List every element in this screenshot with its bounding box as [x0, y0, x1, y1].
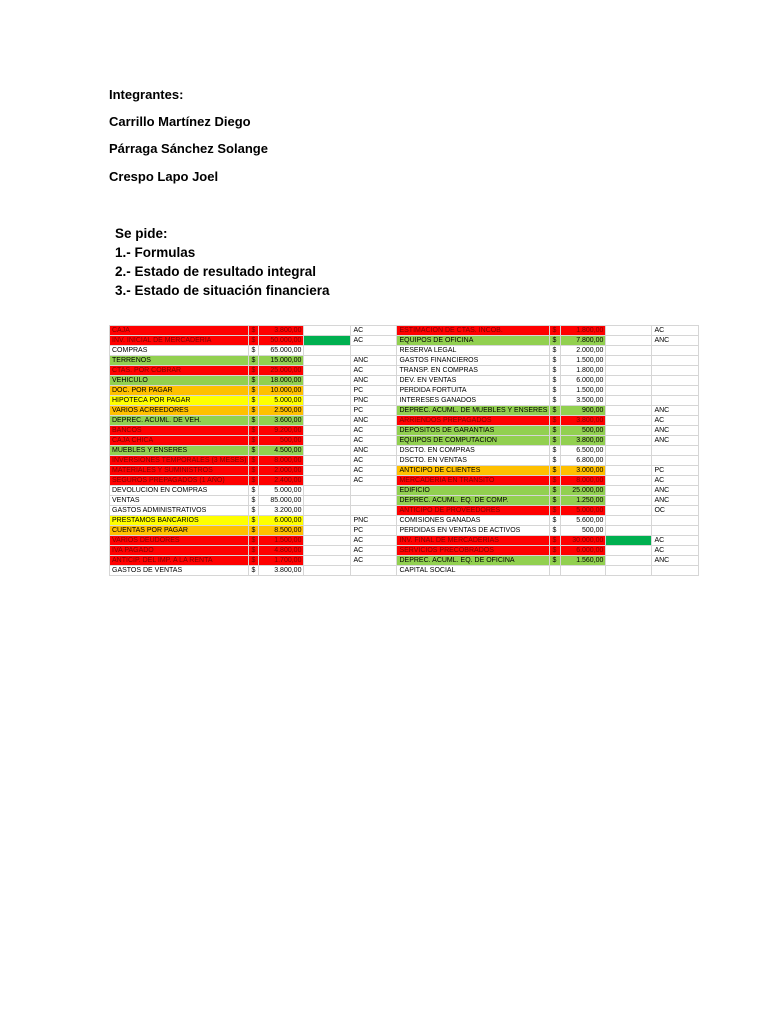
currency-symbol	[550, 566, 561, 576]
highlight-cell	[606, 436, 652, 446]
account-value: 18.000,00	[259, 376, 304, 386]
account-value	[561, 566, 606, 576]
account-name: CTAS. POR COBRAR	[110, 366, 249, 376]
account-classification	[652, 396, 699, 406]
table-row	[110, 556, 699, 566]
highlight-cell	[304, 526, 351, 536]
account-value: 10.000,00	[259, 386, 304, 396]
account-value: 8.000,00	[259, 456, 304, 466]
table-row	[110, 396, 699, 406]
highlight-cell	[606, 326, 652, 336]
currency-symbol: $	[249, 406, 259, 416]
currency-symbol: $	[550, 536, 561, 546]
highlight-cell	[606, 406, 652, 416]
highlight-cell	[304, 366, 351, 376]
highlight-cell	[606, 356, 652, 366]
currency-symbol: $	[550, 396, 561, 406]
highlight-cell	[606, 546, 652, 556]
highlight-cell	[304, 376, 351, 386]
account-name: ANTICIPO DE PROVEEDORES	[397, 506, 550, 516]
account-name: ESTIMACION DE CTAS. INCOB.	[397, 326, 550, 336]
currency-symbol: $	[550, 356, 561, 366]
account-classification	[351, 486, 397, 496]
highlight-cell	[606, 396, 652, 406]
account-name: VEHICULO	[110, 376, 249, 386]
account-classification: PNC	[351, 396, 397, 406]
highlight-cell	[304, 476, 351, 486]
account-value: 6.000,00	[561, 546, 606, 556]
currency-symbol: $	[249, 486, 259, 496]
currency-symbol: $	[249, 516, 259, 526]
currency-symbol: $	[249, 466, 259, 476]
highlight-cell	[304, 336, 351, 346]
table-row	[110, 436, 699, 446]
account-value: 900,00	[561, 406, 606, 416]
currency-symbol: $	[249, 456, 259, 466]
table-row	[110, 356, 699, 366]
account-value: 1.560,00	[561, 556, 606, 566]
currency-symbol: $	[550, 556, 561, 566]
account-name: GASTOS FINANCIEROS	[397, 356, 550, 366]
currency-symbol: $	[550, 336, 561, 346]
highlight-cell	[304, 416, 351, 426]
account-classification	[351, 566, 397, 576]
highlight-cell	[606, 416, 652, 426]
account-name: DEVOLUCION EN COMPRAS	[110, 486, 249, 496]
account-classification	[652, 366, 699, 376]
table-row	[110, 386, 699, 396]
table-row	[110, 496, 699, 506]
account-classification: AC	[351, 536, 397, 546]
highlight-cell	[606, 386, 652, 396]
highlight-cell	[304, 556, 351, 566]
account-name: SEGUROS PREPAGADOS (1 AÑO)	[110, 476, 249, 486]
account-name: DEV. EN VENTAS	[397, 376, 550, 386]
tasks-title: Se pide:	[115, 226, 168, 241]
currency-symbol: $	[249, 506, 259, 516]
account-value: 15.000,00	[259, 356, 304, 366]
currency-symbol: $	[550, 466, 561, 476]
currency-symbol: $	[249, 436, 259, 446]
highlight-cell	[304, 566, 351, 576]
currency-symbol: $	[249, 366, 259, 376]
currency-symbol: $	[249, 526, 259, 536]
highlight-cell	[606, 516, 652, 526]
account-value: 4.500,00	[259, 446, 304, 456]
highlight-cell	[304, 496, 351, 506]
highlight-cell	[304, 546, 351, 556]
highlight-cell	[304, 406, 351, 416]
account-classification: AC	[351, 436, 397, 446]
account-classification: PC	[351, 386, 397, 396]
currency-symbol: $	[550, 346, 561, 356]
account-classification: AC	[351, 546, 397, 556]
account-value: 3.500,00	[561, 396, 606, 406]
account-value: 3.800,00	[259, 326, 304, 336]
account-name: INV. FINAL DE MERCADERIAS	[397, 536, 550, 546]
account-classification: ANC	[652, 496, 699, 506]
account-value: 1.250,00	[561, 496, 606, 506]
account-value: 1.800,00	[561, 326, 606, 336]
account-classification: AC	[652, 326, 699, 336]
table-row	[110, 456, 699, 466]
table-row	[110, 516, 699, 526]
account-value: 1.500,00	[561, 386, 606, 396]
account-name: EQUIPOS DE COMPUTACION	[397, 436, 550, 446]
currency-symbol: $	[550, 506, 561, 516]
currency-symbol: $	[249, 476, 259, 486]
account-classification: ANC	[652, 336, 699, 346]
account-value: 65.000,00	[259, 346, 304, 356]
account-name: IVA PAGADO	[110, 546, 249, 556]
account-classification	[652, 516, 699, 526]
account-name: EDIFICIO	[397, 486, 550, 496]
highlight-cell	[606, 446, 652, 456]
table-row	[110, 536, 699, 546]
account-value: 3.800,00	[259, 566, 304, 576]
account-name: VARIOS DEUDORES	[110, 536, 249, 546]
account-value: 6.500,00	[561, 446, 606, 456]
table-row	[110, 416, 699, 426]
account-name: INV. INICIAL DE MERCADERIA	[110, 336, 249, 346]
account-name: GASTOS ADMINISTRATIVOS	[110, 506, 249, 516]
account-classification	[652, 456, 699, 466]
currency-symbol: $	[550, 366, 561, 376]
task-item: 2.- Estado de resultado integral	[115, 264, 317, 279]
highlight-cell	[606, 426, 652, 436]
account-classification: ANC	[652, 486, 699, 496]
highlight-cell	[606, 476, 652, 486]
currency-symbol: $	[550, 426, 561, 436]
currency-symbol: $	[550, 386, 561, 396]
account-classification: AC	[351, 476, 397, 486]
account-classification: PNC	[351, 516, 397, 526]
currency-symbol: $	[249, 346, 259, 356]
account-name: ANTICIP. DEL IMP. A LA RENTA	[110, 556, 249, 566]
account-name: PERDIDA FORTUITA	[397, 386, 550, 396]
account-classification: AC	[351, 466, 397, 476]
account-name: TERRENOS	[110, 356, 249, 366]
highlight-cell	[606, 556, 652, 566]
account-classification: OC	[652, 506, 699, 516]
currency-symbol: $	[550, 486, 561, 496]
currency-symbol: $	[249, 326, 259, 336]
highlight-cell	[606, 466, 652, 476]
account-value: 2.000,00	[561, 346, 606, 356]
account-classification: ANC	[351, 356, 397, 366]
account-classification: ANC	[652, 406, 699, 416]
task-item: 1.- Formulas	[115, 245, 196, 260]
account-classification	[652, 446, 699, 456]
account-name: DSCTO. EN VENTAS	[397, 456, 550, 466]
account-name: PRESTAMOS BANCARIOS	[110, 516, 249, 526]
account-value: 3.200,00	[259, 506, 304, 516]
member-name: Carrillo Martínez Diego	[109, 114, 251, 129]
account-value: 3.800,00	[561, 416, 606, 426]
account-name: CAJA	[110, 326, 249, 336]
account-name: ARRIENDOS PREPAGADOS	[397, 416, 550, 426]
account-name: MERCADERIA EN TRANSITO	[397, 476, 550, 486]
currency-symbol: $	[550, 406, 561, 416]
highlight-cell	[304, 396, 351, 406]
table-row	[110, 326, 699, 336]
currency-symbol: $	[249, 566, 259, 576]
account-classification	[652, 356, 699, 366]
account-classification: AC	[351, 366, 397, 376]
account-value: 8.000,00	[561, 476, 606, 486]
account-classification: PC	[351, 406, 397, 416]
account-name: DEPREC. ACUML. DE VEH.	[110, 416, 249, 426]
table-row	[110, 426, 699, 436]
currency-symbol: $	[550, 456, 561, 466]
account-name: BANCOS	[110, 426, 249, 436]
table-row	[110, 336, 699, 346]
table-row	[110, 466, 699, 476]
account-value: 5.000,00	[259, 486, 304, 496]
table-row	[110, 486, 699, 496]
account-name: DOC. POR PAGAR	[110, 386, 249, 396]
account-value: 9.200,00	[259, 426, 304, 436]
currency-symbol: $	[550, 516, 561, 526]
account-name: DSCTO. EN COMPRAS	[397, 446, 550, 456]
highlight-cell	[606, 506, 652, 516]
member-name: Crespo Lapo Joel	[109, 169, 219, 184]
account-classification	[652, 566, 699, 576]
currency-symbol: $	[249, 416, 259, 426]
account-value: 1.800,00	[561, 366, 606, 376]
account-name: GASTOS DE VENTAS	[110, 566, 249, 576]
table-row	[110, 506, 699, 516]
currency-symbol: $	[550, 436, 561, 446]
highlight-cell	[606, 346, 652, 356]
highlight-cell	[606, 536, 652, 546]
account-name: DEPOSITOS DE GARANTIAS	[397, 426, 550, 436]
account-value: 500,00	[259, 436, 304, 446]
task-item: 3.- Estado de situación financiera	[115, 283, 330, 298]
account-name: VENTAS	[110, 496, 249, 506]
highlight-cell	[304, 516, 351, 526]
table-row	[110, 446, 699, 456]
account-value: 3.800,00	[561, 436, 606, 446]
account-value: 30.000,00	[561, 536, 606, 546]
account-classification: AC	[652, 416, 699, 426]
account-name: RESERVA LEGAL	[397, 346, 550, 356]
currency-symbol: $	[550, 476, 561, 486]
account-classification	[652, 376, 699, 386]
highlight-cell	[304, 446, 351, 456]
highlight-cell	[606, 456, 652, 466]
account-classification: AC	[351, 336, 397, 346]
account-name: CAPITAL SOCIAL	[397, 566, 550, 576]
currency-symbol: $	[249, 556, 259, 566]
currency-symbol: $	[249, 396, 259, 406]
account-classification	[351, 346, 397, 356]
highlight-cell	[304, 456, 351, 466]
table-row	[110, 546, 699, 556]
highlight-cell	[304, 436, 351, 446]
currency-symbol: $	[550, 526, 561, 536]
account-classification	[652, 346, 699, 356]
account-name: VARIOS ACREEDORES	[110, 406, 249, 416]
account-name: EQUIPOS DE OFICINA	[397, 336, 550, 346]
account-classification: AC	[351, 426, 397, 436]
account-classification: ANC	[351, 446, 397, 456]
account-classification: AC	[652, 536, 699, 546]
account-value: 6.800,00	[561, 456, 606, 466]
account-value: 4.800,00	[259, 546, 304, 556]
account-name: PERDIDAS EN VENTAS DE ACTIVOS	[397, 526, 550, 536]
account-value: 2.500,00	[259, 406, 304, 416]
currency-symbol: $	[550, 446, 561, 456]
account-name: DEPREC. ACUML. DE MUEBLES Y ENSERES	[397, 406, 550, 416]
account-value: 3.600,00	[259, 416, 304, 426]
account-name: INTERESES GANADOS	[397, 396, 550, 406]
currency-symbol: $	[550, 496, 561, 506]
account-classification: ANC	[652, 426, 699, 436]
account-value: 5.000,00	[561, 506, 606, 516]
account-name: DEPREC. ACUML. EQ. DE COMP.	[397, 496, 550, 506]
member-name: Párraga Sánchez Solange	[109, 141, 268, 156]
account-value: 5.600,00	[561, 516, 606, 526]
highlight-cell	[304, 466, 351, 476]
account-name: DEPREC. ACUML. EQ. DE OFICINA	[397, 556, 550, 566]
currency-symbol: $	[249, 536, 259, 546]
account-name: CUENTAS POR PAGAR	[110, 526, 249, 536]
account-classification: AC	[351, 456, 397, 466]
account-name: COMPRAS	[110, 346, 249, 356]
currency-symbol: $	[550, 376, 561, 386]
account-value: 500,00	[561, 526, 606, 536]
table-row	[110, 346, 699, 356]
account-value: 2.000,00	[259, 466, 304, 476]
account-value: 85.000,00	[259, 496, 304, 506]
highlight-cell	[606, 566, 652, 576]
highlight-cell	[304, 506, 351, 516]
currency-symbol: $	[249, 376, 259, 386]
table-row	[110, 566, 699, 576]
currency-symbol: $	[249, 356, 259, 366]
highlight-cell	[304, 536, 351, 546]
account-classification	[652, 386, 699, 396]
currency-symbol: $	[550, 326, 561, 336]
account-name: HIPOTECA POR PAGAR	[110, 396, 249, 406]
table-row	[110, 366, 699, 376]
account-classification	[652, 526, 699, 536]
account-value: 25.000,00	[561, 486, 606, 496]
account-value: 7.800,00	[561, 336, 606, 346]
currency-symbol: $	[249, 426, 259, 436]
currency-symbol: $	[249, 386, 259, 396]
highlight-cell	[606, 376, 652, 386]
account-value: 25.000,00	[259, 366, 304, 376]
account-value: 2.400,00	[259, 476, 304, 486]
account-classification: ANC	[351, 416, 397, 426]
account-classification: ANC	[652, 436, 699, 446]
currency-symbol: $	[249, 496, 259, 506]
highlight-cell	[606, 366, 652, 376]
account-name: SERVICIOS PRECOBRADOS	[397, 546, 550, 556]
account-value: 5.000,00	[259, 396, 304, 406]
account-classification: AC	[652, 476, 699, 486]
highlight-cell	[304, 346, 351, 356]
account-value: 6.000,00	[259, 516, 304, 526]
account-classification: AC	[351, 326, 397, 336]
account-value: 50.000,00	[259, 336, 304, 346]
account-name: ANTICIPO DE CLIENTES	[397, 466, 550, 476]
account-value: 6.000,00	[561, 376, 606, 386]
currency-symbol: $	[550, 416, 561, 426]
currency-symbol: $	[249, 446, 259, 456]
account-value: 1.500,00	[561, 356, 606, 366]
accounts-table	[109, 325, 699, 576]
account-classification: AC	[351, 556, 397, 566]
highlight-cell	[606, 336, 652, 346]
account-name: MATERIALES Y SUMINISTROS	[110, 466, 249, 476]
account-classification	[351, 506, 397, 516]
account-value: 1.700,00	[259, 556, 304, 566]
table-row	[110, 476, 699, 486]
highlight-cell	[304, 426, 351, 436]
account-name: COMISIONES GANADAS	[397, 516, 550, 526]
highlight-cell	[304, 486, 351, 496]
highlight-cell	[304, 386, 351, 396]
currency-symbol: $	[550, 546, 561, 556]
account-classification: ANC	[652, 556, 699, 566]
table-row	[110, 406, 699, 416]
account-name: TRANSP. EN COMPRAS	[397, 366, 550, 376]
highlight-cell	[606, 526, 652, 536]
account-value: 500,00	[561, 426, 606, 436]
account-classification: ANC	[351, 376, 397, 386]
table-row	[110, 526, 699, 536]
highlight-cell	[606, 496, 652, 506]
account-name: MUEBLES Y ENSERES	[110, 446, 249, 456]
account-classification	[351, 496, 397, 506]
highlight-cell	[606, 486, 652, 496]
account-name: INVERSIONES TEMPORALES (3 MESES)	[110, 456, 249, 466]
account-classification: PC	[351, 526, 397, 536]
members-title: Integrantes:	[109, 87, 184, 102]
account-classification: AC	[652, 546, 699, 556]
account-value: 8.500,00	[259, 526, 304, 536]
account-classification: PC	[652, 466, 699, 476]
currency-symbol: $	[249, 336, 259, 346]
table-row	[110, 376, 699, 386]
account-value: 1.500,00	[259, 536, 304, 546]
account-name: CAJA CHICA	[110, 436, 249, 446]
highlight-cell	[304, 356, 351, 366]
currency-symbol: $	[249, 546, 259, 556]
account-value: 3.000,00	[561, 466, 606, 476]
highlight-cell	[304, 326, 351, 336]
